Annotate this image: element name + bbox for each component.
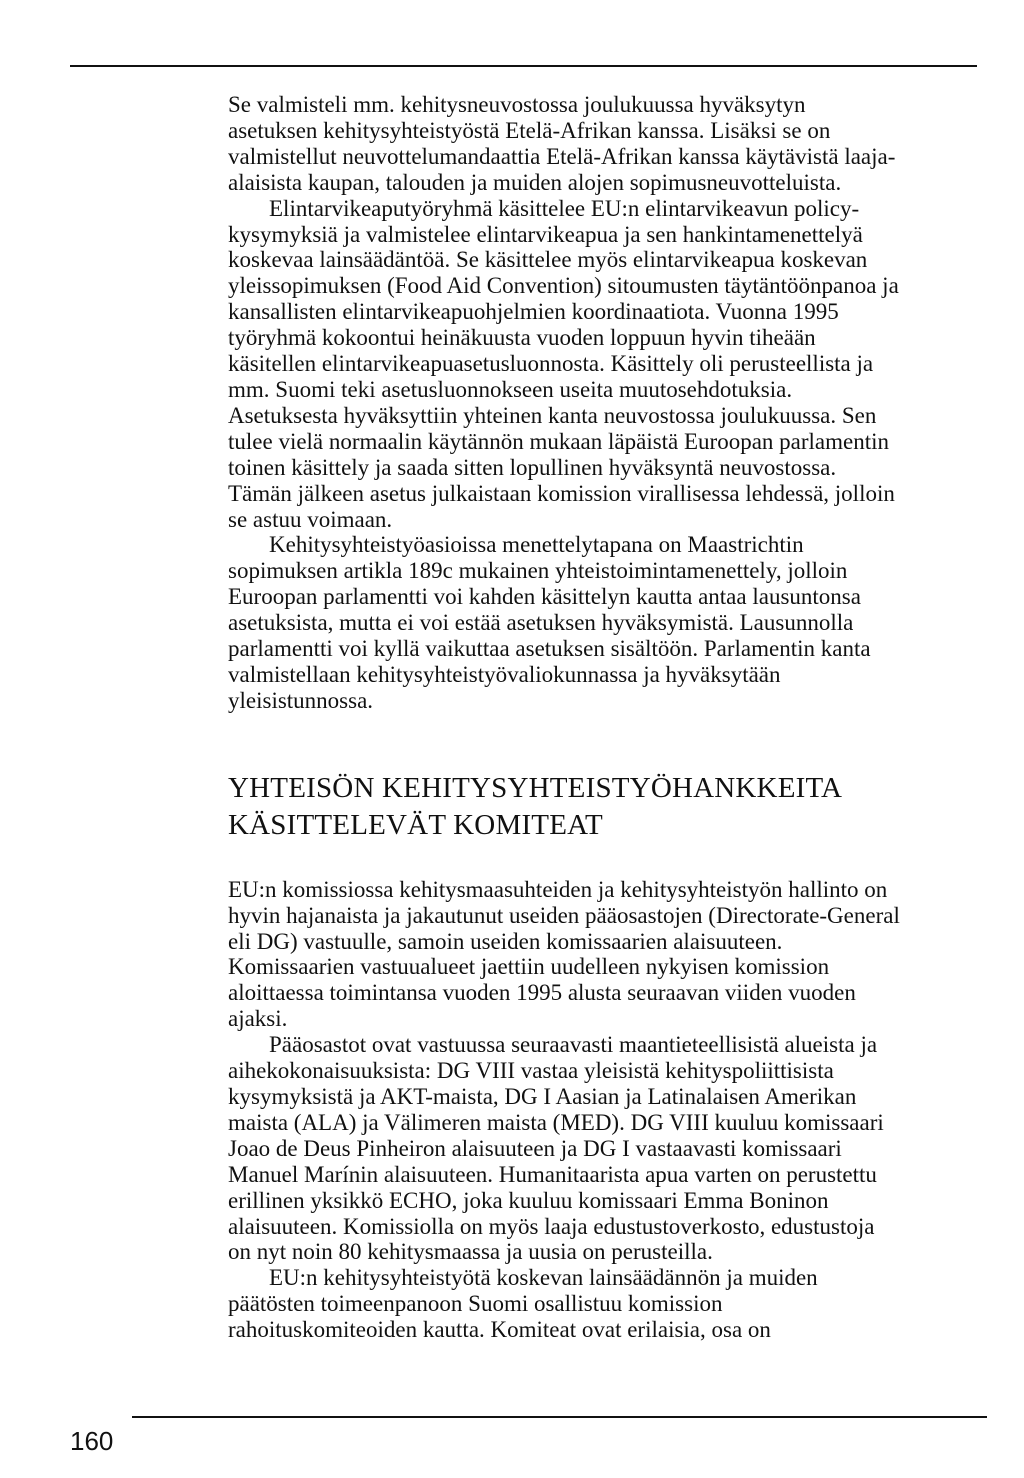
- page-number: 160: [70, 1426, 114, 1456]
- bottom-rule: [132, 1416, 987, 1418]
- top-rule: [70, 65, 977, 67]
- section-heading: [228, 770, 900, 844]
- paragraph-directorates-general: Pääosastot ovat vastuussa seuraavasti maantieteellisistä alueista ja aihekokonaisuuksista: DG VIII vastaa yleisistä kehityspoliittisista kysymyksistä ja AKT-maista, DG I Aasian ja Latinalaisen Amerikan maista (ALA) ja Välimeren maista (MED). DG VIII kuuluu komissaari Joao de Deus Pinheiron alaisuuteen ja DG I vastaavasti komissaari Manuel Marínin alaisuuteen. Humanitaarista apua varten on perustettu erillinen yksikkö ECHO, joka kuuluu komissaari Emma Boninon alaisuuteen. Komissiolla on myös laaja edustustoverkosto, edustustoja on nyt noin 80 kehitysmaassa ja uusia on perusteilla.: [228, 1032, 884, 1265]
- paragraph-financing-committees: EU:n kehitysyhteistyötä koskevan lainsäädännön ja muiden päätösten toimeenpanoon Suomi osallistuu komission rahoituskomiteoiden kautta. Komiteat ovat erilaisia, osa on: [228, 1265, 818, 1343]
- section-heading-line-1: YHTEISÖN KEHITYSYHTEISTYÖHANKKEITA: [228, 771, 843, 804]
- section-heading-line-2: KÄSITTELEVÄT KOMITEAT: [228, 808, 603, 841]
- paragraph-food-aid-working-group: Elintarvikeaputyöryhmä käsittelee EU:n elintarvikeavun policy-kysymyksiä ja valmistelee elintarvikeapua ja sen hankintamenettelyä koskevaa lainsäädäntöä. Se käsittelee myös elintarvikeapua koskevan yleissopimuksen (Food Aid Convention) sitoumusten täytäntöönpanoa ja kansallisten elintarvikeapuohjelmien koordinaatiota. Vuonna 1995 työryhmä kokoontui heinäkuusta vuoden loppuun hyvin tiheään käsitellen elintarvikeapuasetusluonnosta. Käsittely oli perusteellista ja mm. Suomi teki asetusluonnokseen useita muutosehdotuksia. Asetuksesta hyväksyttiin yhteinen kanta neuvostossa joulukuussa. Sen tulee vielä normaalin käytännön mukaan läpäistä Euroopan parlamentin toinen käsittely ja saada sitten lopullinen hyväksyntä neuvostossa. Tämän jälkeen asetus julkaistaan komission virallisessa lehdessä, jolloin se astuu voimaan.: [228, 195, 899, 532]
- paragraph-cooperation-procedure: Kehitysyhteistyöasioissa menettelytapana on Maastrichtin sopimuksen artikla 189c mukainen yhteistoimintamenettely, jolloin Euroopan parlamentti voi kahden käsittelyn kautta antaa lausuntonsa asetuksista, mutta ei voi estää asetuksen hyväksymistä. Lausunnolla parlamentti voi kyllä vaikuttaa asetuksen sisältöön. Parlamentin kanta valmistellaan kehitysyhteistyövaliokunnassa ja hyväksytään yleisistunnossa.: [228, 532, 871, 713]
- text-column: [228, 92, 900, 1343]
- paragraph-south-africa: Se valmisteli mm. kehitysneuvostossa joulukuussa hyväksytyn asetuksen kehitysyhteistyöstä Etelä-Afrikan kanssa. Lisäksi se on valmistellut neuvottelumandaattia Etelä-Afrikan kanssa käytävistä laaja-alaisista kaupan, talouden ja muiden alojen sopimusneuvotteluista.: [228, 92, 896, 195]
- paragraph-commission-administration: EU:n komissiossa kehitysmaasuhteiden ja kehitysyhteistyön hallinto on hyvin hajanaista ja jakautunut useiden pääosastojen (Directorate-General eli DG) vastuulle, samoin useiden komissaarien alaisuuteen. Komissaarien vastuualueet jaettiin uudelleen nykyisen komission aloittaessa toimintansa vuoden 1995 alusta seuraavan viiden vuoden ajaksi.: [228, 876, 900, 1032]
- heading-spacer: [228, 844, 900, 877]
